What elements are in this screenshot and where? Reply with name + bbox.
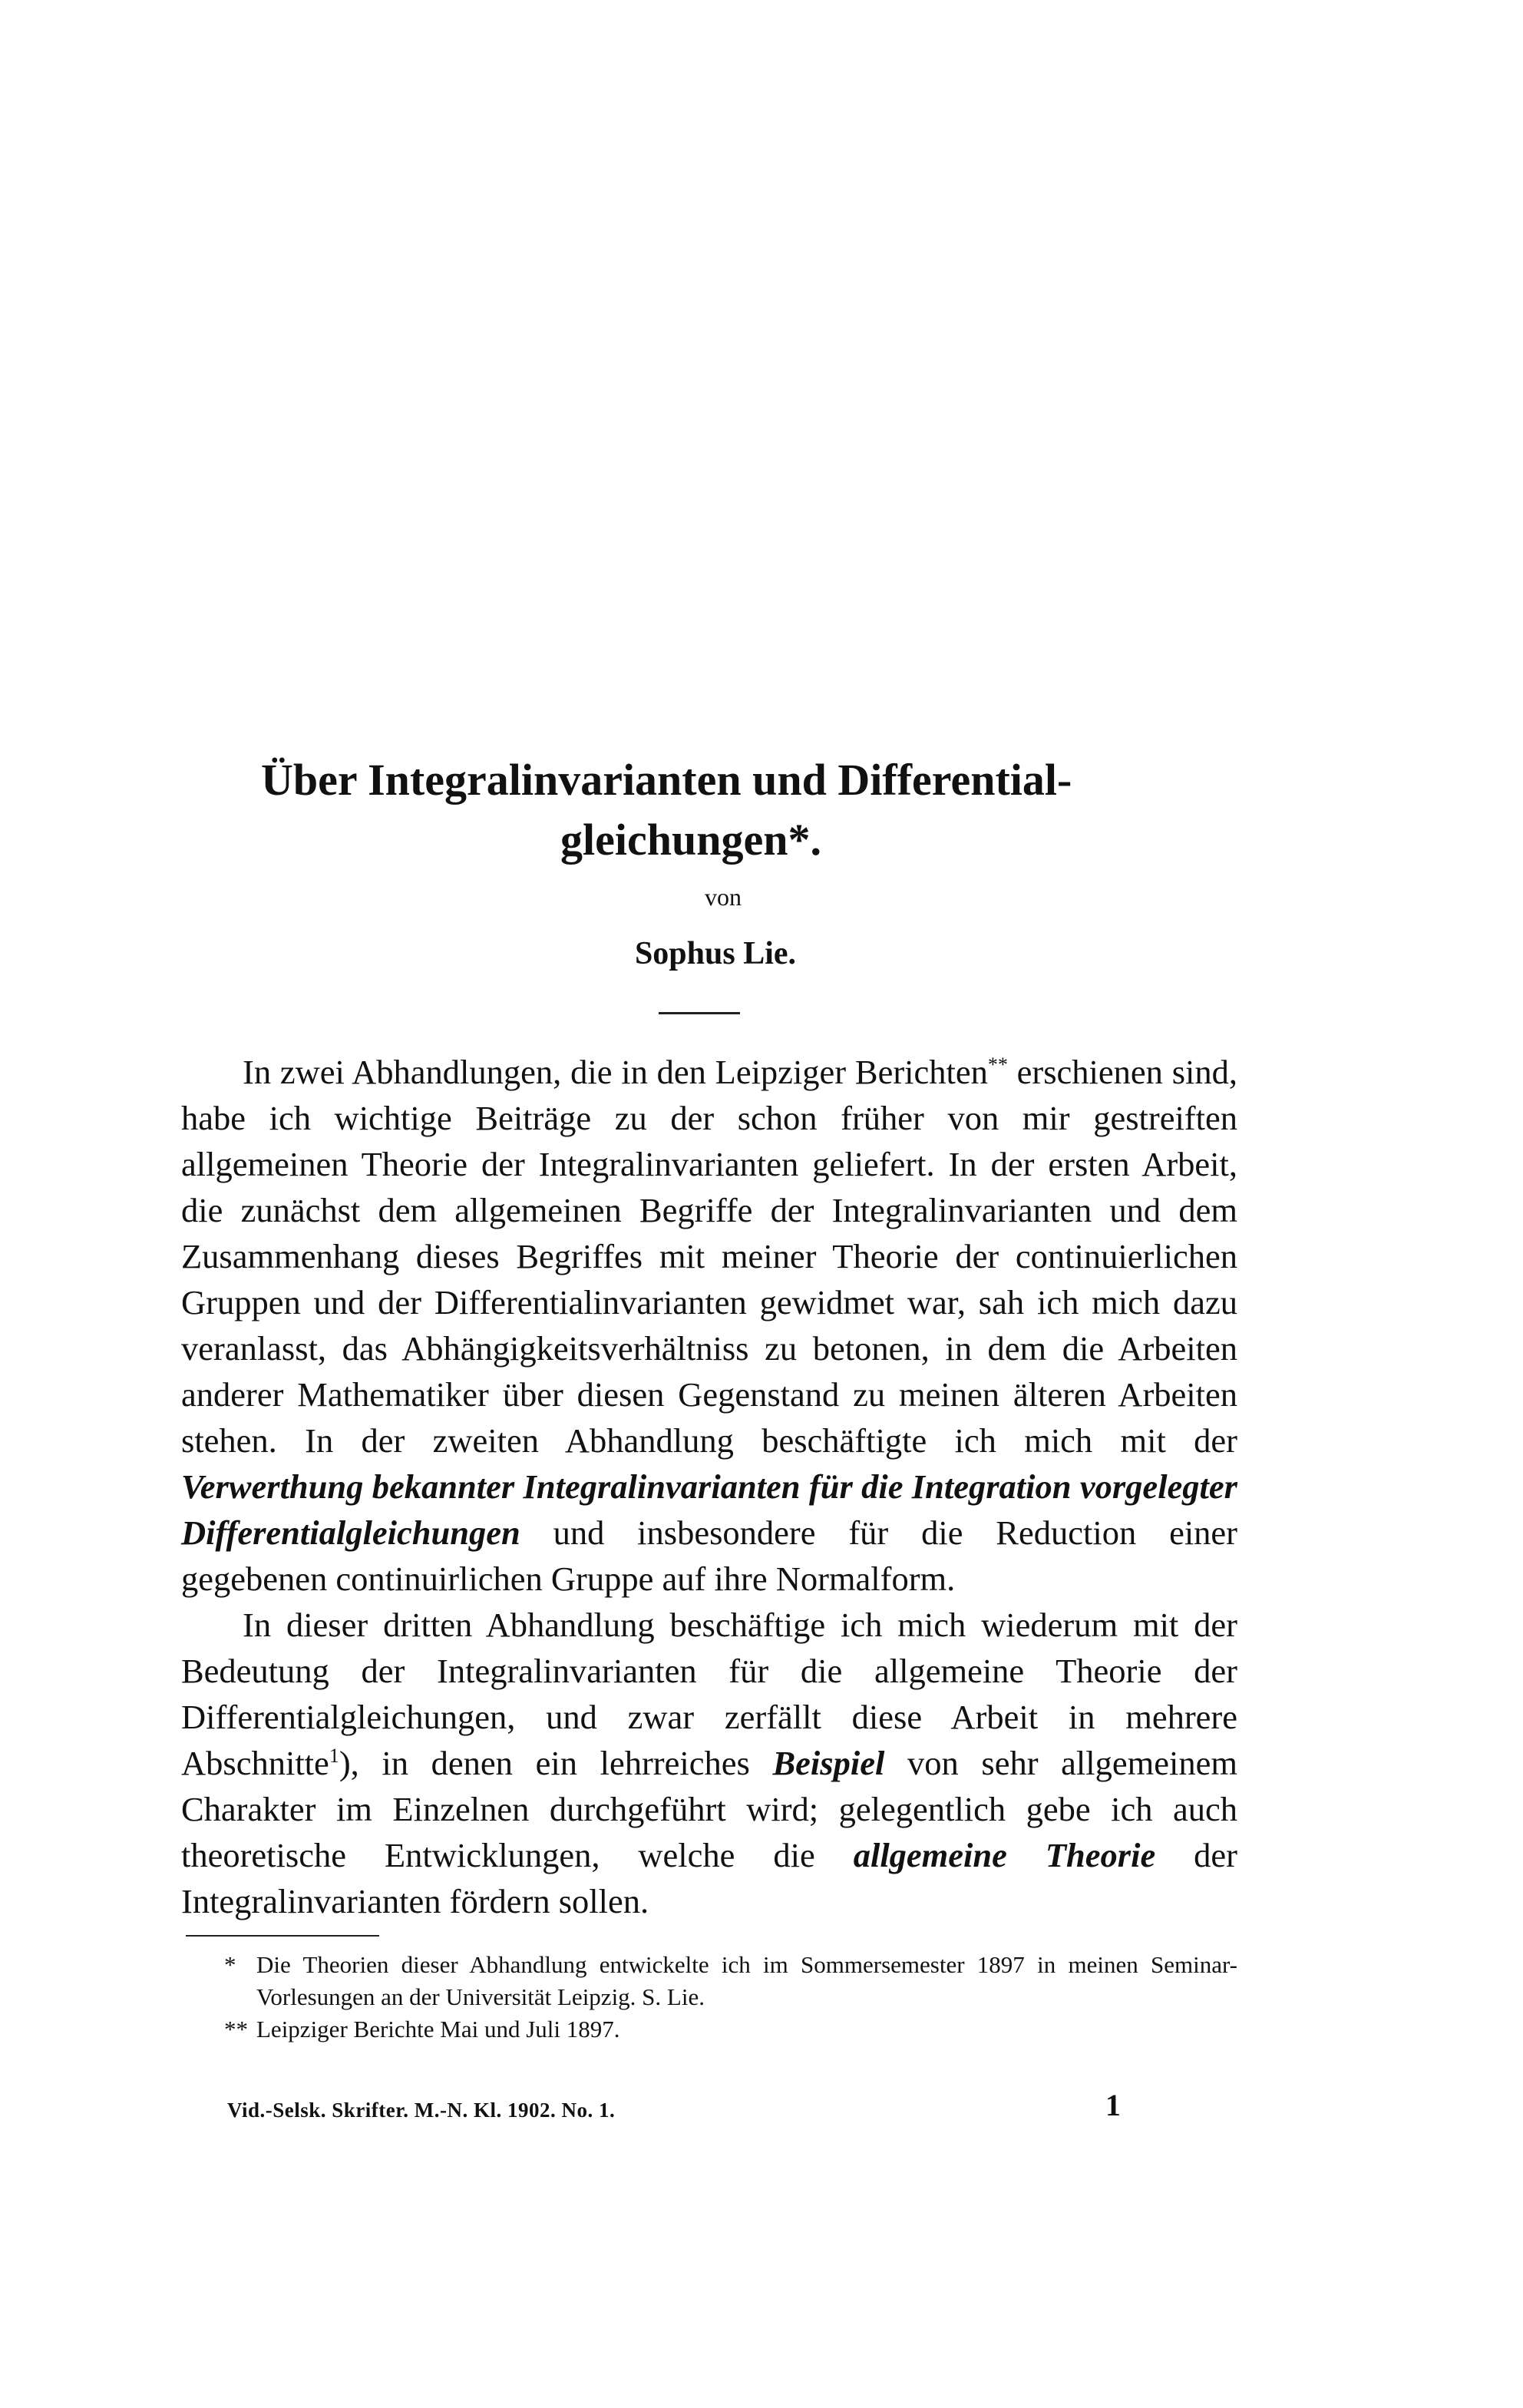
article-title-line-1: Über Integralinvarianten und Differential- [261, 755, 1072, 805]
footnote-1 [181, 1949, 1237, 2013]
source-citation: Vid.-Selsk. Skrifter. M.-N. Kl. 1902. No. 1. [227, 2099, 616, 2122]
footnote-mark: * [224, 1951, 236, 1978]
footnote-text: Leipziger Berichte Mai und Juli 1897. [256, 2016, 620, 2043]
paragraph-1 [181, 1049, 1237, 1602]
paragraph-2 [181, 1602, 1237, 1924]
byline-von [0, 882, 1523, 912]
title-separator-rule [659, 1012, 740, 1014]
byline-von-text: von [705, 883, 742, 911]
author-name-text: Sophus Lie. [634, 936, 797, 971]
footnote-text: Die Theorien dieser Abhandlung entwickelte ich im Sommersemester 1897 in meinen Seminar-Vorlesungen an der Universität Leipzig. S. Lie. [256, 1951, 1237, 2010]
footnote-mark: ** [224, 2016, 248, 2043]
paragraph-1-segment: und insbesondere für die Reduction einer gegebenen continuirlichen Gruppe auf ihre Normalform. [181, 1513, 1237, 1598]
footnote-2 [181, 2013, 1237, 2046]
paragraph-1-emphasis: Verwerthung bekannter Integralinvarianten für die Integration vorgelegter Differentialgleichungen [181, 1467, 1237, 1552]
footnotes [181, 1949, 1237, 2046]
paragraph-2-segment: In dieser dritten Abhandlung beschäftige ich mich wiederum mit der Bedeutung der Integralinvarianten für die allgemeine Theorie der Differentialgleichungen, und zwar zerfällt diese Arbeit in mehrere Abschnitte [181, 1606, 1237, 1782]
footnote-separator-rule [186, 1935, 379, 1937]
paragraph-1-segment: In zwei Abhandlungen, die in den Leipziger Berichten [243, 1053, 988, 1091]
paragraph-2-emphasis-beispiel: Beispiel [772, 1744, 885, 1782]
article-title-line-2: gleichungen*. [560, 815, 821, 865]
paragraph-2-segment: ), in denen ein lehrreiches [339, 1744, 773, 1782]
paragraph-1-segment: erschienen sind, habe ich wichtige Beiträge zu der schon früher von mir gestreiften allgemeinen Theorie der Integralinvarianten geliefert. In der ersten Arbeit, die zunächst dem allgemeinen Begriffe der Integralinvarianten und dem Zusammenhang dieses Begriffes mit meiner Theorie der continuierlichen Gruppen und der Differentialinvarianten gewidmet war, sah ich mich dazu veranlasst, das Abhängigkeitsverhältniss zu betonen, in dem die Arbeiten anderer Mathematiker über diesen Gegenstand zu meinen älteren Arbeiten stehen. In der zweiten Abhandlung beschäftigte ich mich mit der [181, 1053, 1238, 1460]
paragraph-2-segment: von sehr allgemeinem Charakter im Einzelnen durchgeführt wird; gelegentlich gebe ich auch theoretische Entwicklungen, welche die [181, 1744, 1237, 1874]
paragraph-2-segment: der Integralinvarianten fördern sollen. [181, 1836, 1238, 1920]
body-text [181, 1049, 1237, 1924]
paragraph-2-emphasis-theorie: allgemeine Theorie [853, 1836, 1156, 1874]
footnote-ref-1[interactable]: 1 [329, 1745, 339, 1768]
footnote-ref-double-star[interactable]: ** [987, 1054, 1008, 1077]
author-name [0, 934, 1523, 974]
page-number: 1 [1105, 2088, 1121, 2122]
